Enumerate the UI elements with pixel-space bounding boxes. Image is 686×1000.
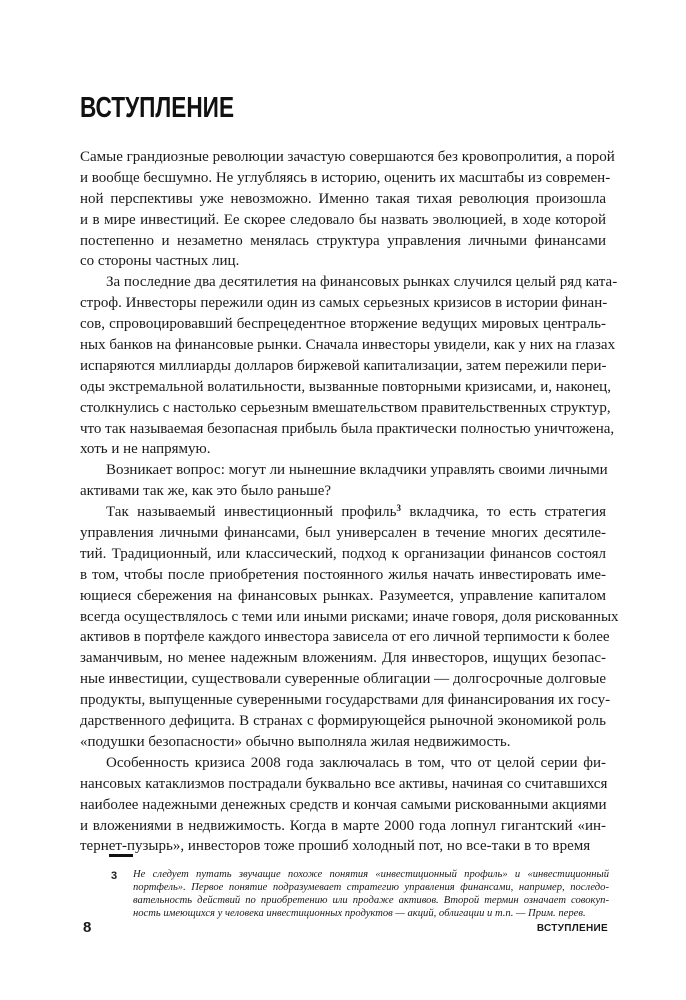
text-line: активов в портфеле каждого инвестора зависела от его личной терпимости к более <box>80 629 610 646</box>
text-line: Возникает вопрос: могут ли нынешние вкладчики управлять своими личными <box>106 462 608 479</box>
text-line: нансовых катаклизмов пострадали буквально все активы, начиная со считавшихся <box>80 775 608 792</box>
footnote-line: вательность действий по приобретению или продаже активов. Второй термин означает совокуп- <box>133 895 609 906</box>
text-line: управления личными финансами, был универсален в течение многих десятиле- <box>80 525 606 542</box>
footnote-line: ность имеющихся у человека инвестиционных продуктов — акций, облигации и т.п. — Прим. перев. <box>133 908 586 919</box>
text-line: оды экстремальной волатильности, вызванные повторными кризисами, и, наконец, <box>80 378 611 395</box>
text-line: и вложениями в недвижимость. Когда в марте 2000 года лопнул гигантский «ин- <box>80 817 606 834</box>
text-line: что так называемая безопасная прибыль была практически полностью уничтожена, <box>80 420 615 437</box>
text-line: тернет-пузырь», инвесторов тоже прошиб холодный пот, но все-таки в то время <box>80 838 591 855</box>
running-head: ВСТУПЛЕНИЕ <box>536 923 608 934</box>
footnote-rule <box>109 854 133 857</box>
text-line: испаряются миллиарды долларов биржевой капитализации, затем пережили пери- <box>80 357 607 374</box>
footnote-line: портфель». Первое понятие подразумевает стратегию управления финансами, например, последо- <box>133 882 609 893</box>
text-line: продукты, выпущенные суверенными государствами для финансирования их госу- <box>80 692 611 709</box>
text-line: За последние два десятилетия на финансовых рынках случился целый ряд ката- <box>106 274 618 291</box>
text-line: наиболее надежными денежных средств и кончая самыми рискованными акциями <box>80 796 607 813</box>
chapter-title: ВСТУПЛЕНИЕ <box>80 92 235 124</box>
text-line: и в мире инвестиций. Ее скорее следовало бы назвать эволюцией, в ходе которой <box>80 211 606 228</box>
text-line: Особенность кризиса 2008 года заключалась в том, что от целой серии фи- <box>106 754 606 771</box>
text-line: тий. Традиционный, или классический, подход к организации финансов состоял <box>80 545 606 562</box>
footnote-text <box>133 868 609 920</box>
text-line: заманчивым, но менее надежным вложениям. Для инвесторов, ищущих безопас- <box>80 650 606 667</box>
text-line: Самые грандиозные революции зачастую совершаются без кровопролития, а порой <box>80 149 615 165</box>
text-line: ные инвестиции, существовали суверенные облигации — долгосрочные долговые <box>80 671 606 688</box>
footnote-line: Не следует путать звучащие похоже понятия «инвестиционный профиль» и «инвестиционный <box>133 869 609 880</box>
footnote-number: 3 <box>111 870 118 882</box>
body-text <box>80 147 619 857</box>
text-line: ных банков на финансовые рынки. Сначала инвесторы увидели, как у них на глазах <box>80 337 616 354</box>
text-line: Так называемый инвестиционный профиль$^3$ вкладчика, то есть стратегия <box>106 503 606 521</box>
text-line: строф. Инвесторы пережили один из самых серьезных кризисов в истории финан- <box>80 295 608 312</box>
text-line: дарственного дефицита. В странах с формирующейся рыночной экономикой роль <box>80 713 606 730</box>
text-line: постепенно и незаметно менялась структура управления личными финансами <box>80 232 606 249</box>
text-line: сов, спровоцировавший беспрецедентное вторжение ведущих мировых централь- <box>80 316 606 333</box>
text-line: хоть и не напрямую. <box>80 441 211 458</box>
text-line: ющиеся сбережения на финансовых рынках. Разумеется, управление капиталом <box>80 587 606 604</box>
footnote-ref[interactable]: 3 <box>396 503 401 514</box>
text-line: в том, чтобы после приобретения постоянного жилья начать инвестировать име- <box>80 566 606 583</box>
text-line: активами так же, как это было раньше? <box>80 483 332 500</box>
page-number: 8 <box>83 919 92 936</box>
text-line: ной перспективы уже невозможно. Именно такая тихая революция произошла <box>80 190 606 207</box>
text-line: «подушки безопасности» обычно выполняла жилая недвижимость. <box>80 733 511 750</box>
text-line: со стороны частных лиц. <box>80 253 240 270</box>
text-line: и вообще бесшумно. Не углубляясь в историю, оценить их масштабы из современ- <box>80 169 611 186</box>
text-line: всегда осуществлялось с теми или иными рисками; иначе говоря, доля рискованных <box>80 608 619 625</box>
text-line: столкнулись с настолько серьезным вмешательством правительственных структур, <box>80 399 611 416</box>
